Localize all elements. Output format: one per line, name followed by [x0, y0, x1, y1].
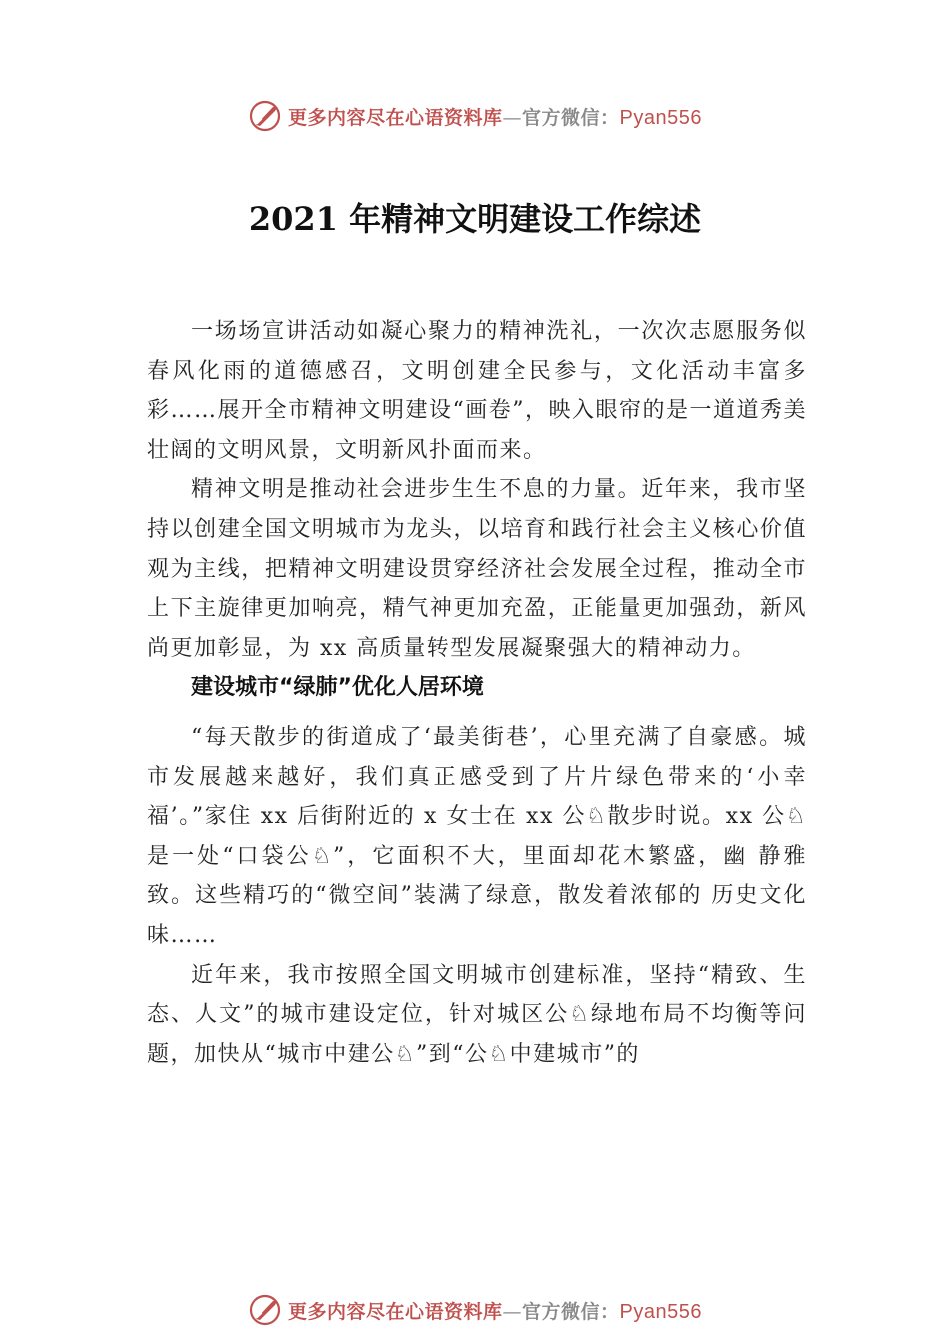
section-heading: 建设城市“绿肺”优化人居环境: [191, 675, 484, 701]
footer-banner: [0, 1290, 950, 1330]
banner-separator: —: [502, 1300, 523, 1323]
document-title: 2021 年精神文明建设工作综述: [248, 200, 702, 238]
paragraph: 精神文明是推动社会进步生生不息的力量。近年来，我市坚持以创建全国文明城市为龙头，以培育和践行社会主义核心价值观为主线，把精神文明建设贯穿经济社会发展全过程，推动全市上下主旋律更加响亮，精气神更加充盈，正能量更加强劲，新风尚更加彰显，为 xx 高质量转型发展凝聚强大的精神动力。: [147, 477, 807, 661]
paragraph: 一场场宣讲活动如凝心聚力的精神洗礼，一次次志愿服务似春风化雨的道德感召，文明创建全民参与，文化活动丰富多彩……展开全市精神文明建设“画卷”，映入眼帘的是一道道秀美壮阔的文明风景，文明新风扑面而来。: [147, 319, 807, 463]
banner-wechat-id: Pyan556: [619, 1300, 702, 1323]
banner-brand: 更多内容尽在心语资料库: [288, 1300, 503, 1323]
paragraph: “每天散步的街道成了‘最美街巷’，心里充满了自豪感。城市发展越来越好，我们真正感受到了片片绿色带来的‘小幸福’。”家住 xx 后街附近的 x 女士在 xx 公♘散步时说。xx 公♘是一处“口袋公♘”，它面积不大，里面却花木繁盛，幽 静雅致。这些精巧的“微空间”装满了绿意，散发着浓郁的 历史文化味……: [147, 724, 807, 948]
banner-wechat-id: Pyan556: [619, 106, 702, 129]
quill-logo-icon: [248, 1293, 282, 1327]
header-banner: [0, 96, 950, 136]
header-banner-text: [288, 103, 702, 130]
quill-logo-icon: [248, 99, 282, 133]
banner-wechat-label: 官方微信：: [522, 106, 620, 129]
document-body: [147, 312, 807, 1074]
banner-brand: 更多内容尽在心语资料库: [288, 106, 503, 129]
banner-wechat-label: 官方微信：: [522, 1300, 620, 1323]
banner-separator: —: [502, 106, 523, 129]
footer-banner-text: [288, 1297, 702, 1324]
paragraph: 近年来，我市按照全国文明城市创建标准，坚持“精致、生态、人文”的城市建设定位，针对城区公♘绿地布局不均衡等问题，加快从“城市中建公♘”到“公♘中建城市”的: [147, 962, 807, 1067]
